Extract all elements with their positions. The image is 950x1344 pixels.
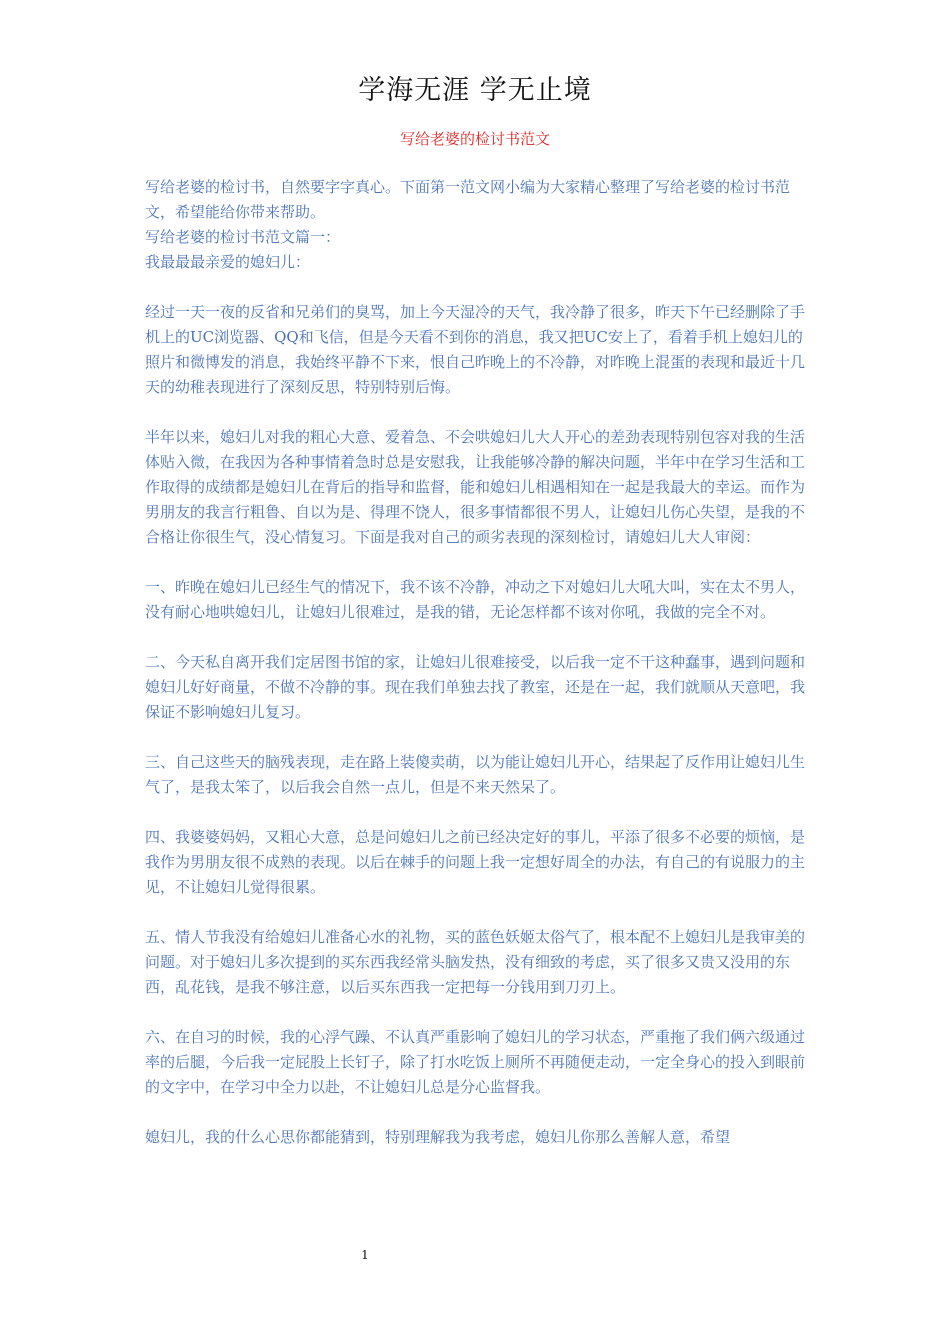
paragraph-7: 五、情人节我没有给媳妇儿准备心水的礼物，买的蓝色妖姬太俗气了，根本配不上媳妇儿是我审美的问题。对于媳妇儿多次提到的买东西我经常头脑发热，没有细致的考虑，买了很多又贵又没用的东西，乱花钱，是我不够注意，以后买东西我一定把每一分钱用到刀刃上。 bbox=[145, 928, 806, 996]
page-header-title: 学海无涯 学无止境 bbox=[358, 75, 592, 106]
paragraph-6: 四、我婆婆妈妈，又粗心大意，总是问媳妇儿之前已经决定好的事儿，平添了很多不必要的烦恼，是我作为男朋友很不成熟的表现。以后在棘手的问题上我一定想好周全的办法，有自己的有说服力的主见，不让媳妇儿觉得很累。 bbox=[145, 828, 806, 896]
paragraph-1: 经过一天一夜的反省和兄弟们的臭骂，加上今天湿冷的天气，我冷静了很多，昨天下午已经删除了手机上的UC浏览器、QQ和飞信，但是今天看不到你的消息，我又把UC安上了，看着手机上媳妇儿的照片和微博发的消息，我始终平静不下来，恨自己昨晚上的不冷静，对昨晚上混蛋的表现和最近十几天的幼稚表现进行了深刻反思，特别特别后悔。 bbox=[145, 303, 806, 396]
paragraph-3: 一、昨晚在媳妇儿已经生气的情况下，我不该不冷静，冲动之下对媳妇儿大吼大叫，实在太不男人，没有耐心地哄媳妇儿，让媳妇儿很难过，是我的错，无论怎样都不该对你吼，我做的完全不对。 bbox=[145, 578, 806, 621]
paragraph-4: 二、今天私自离开我们定居图书馆的家，让媳妇儿很难接受，以后我一定不干这种蠢事，遇到问题和媳妇儿好好商量，不做不冷静的事。现在我们单独去找了教室，还是在一起，我们就顺从天意吧，我保证不影响媳妇儿复习。 bbox=[145, 653, 806, 721]
section-heading: 写给老婆的检讨书范文篇一： bbox=[145, 228, 341, 246]
salutation: 我最最最亲爱的媳妇儿： bbox=[145, 253, 311, 271]
page-number: 1 bbox=[361, 1248, 369, 1262]
paragraph-8: 六、在自习的时候，我的心浮气躁、不认真严重影响了媳妇儿的学习状态，严重拖了我们俩六级通过率的后腿，今后我一定屁股上长钉子，除了打水吃饭上厕所不再随便走动，一定全身心的投入到眼前的文字中，在学习中全力以赴，不让媳妇儿总是分心监督我。 bbox=[145, 1028, 806, 1096]
document-body bbox=[145, 175, 811, 1150]
paragraph-9: 媳妇儿，我的什么心思你都能猜到，特别理解我为我考虑，媳妇儿你那么善解人意，希望 bbox=[145, 1128, 731, 1146]
document-title: 写给老婆的检讨书范文 bbox=[399, 130, 550, 148]
paragraph-2: 半年以来，媳妇儿对我的粗心大意、爱着急、不会哄媳妇儿大人开心的差劲表现特别包容对我的生活体贴入微，在我因为各种事情着急时总是安慰我，让我能够冷静的解决问题，半年中在学习生活和工作取得的成绩都是媳妇儿在背后的指导和监督，能和媳妇儿相遇相知在一起是我最大的幸运。而作为男朋友的我言行粗鲁、自以为是、得理不饶人，很多事情都很不男人，让媳妇儿伤心失望，是我的不合格让你很生气，没心情复习。下面是我对自己的顽劣表现的深刻检讨，请媳妇儿大人审阅： bbox=[145, 428, 806, 546]
paragraph-5: 三、自己这些天的脑残表现，走在路上装傻卖萌，以为能让媳妇儿开心，结果起了反作用让媳妇儿生气了，是我太笨了，以后我会自然一点儿，但是不来天然呆了。 bbox=[145, 753, 806, 796]
intro-paragraph: 写给老婆的检讨书，自然要字字真心。下面第一范文网小编为大家精心整理了写给老婆的检讨书范文，希望能给你带来帮助。 bbox=[145, 178, 791, 221]
